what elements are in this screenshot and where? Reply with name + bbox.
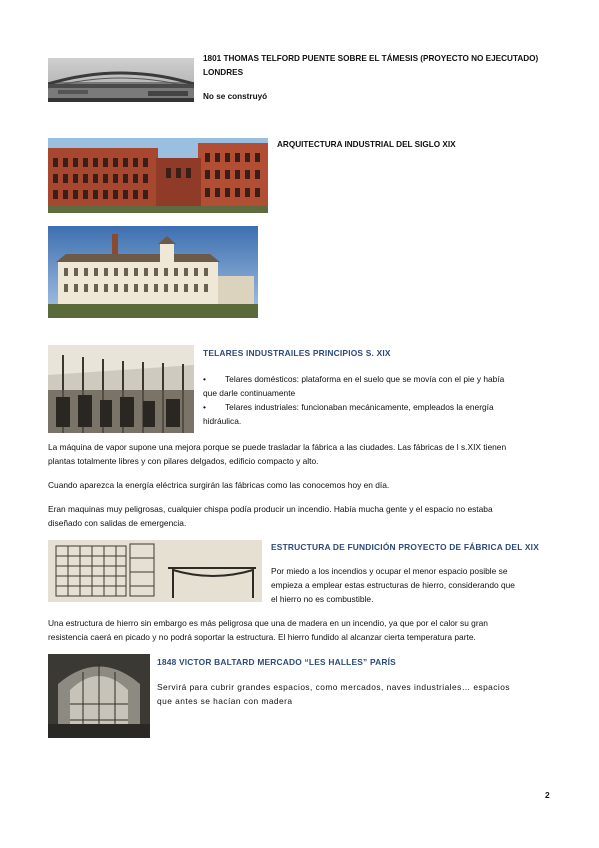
bullet-item-1-line1: Telares domésticos: plataforma en el suelo que se movía con el pie y había <box>225 374 505 384</box>
bullet-item-2-line2: hidráulica. <box>203 416 242 426</box>
para-iron-line2: resistencia caerá en picado y no podrá soportar la estructura. El hierro fundido al alcanzar cierta temperatura parte. <box>48 632 476 642</box>
para-steam-engine-line2: plantas totalmente libres y con pilares delgados, edificio compacto y alto. <box>48 456 319 466</box>
section1-note: No se construyó <box>203 92 268 101</box>
section4-text-line2: empieza a emplear estas estructuras de hierro, considerando que <box>271 580 515 590</box>
brick-factory-image <box>48 138 268 213</box>
section1-title-line2: LONDRES <box>203 68 244 77</box>
para-danger-line2: diseñado con salidas de emergencia. <box>48 518 187 528</box>
para-electricity: Cuando aparezca la energía eléctrica surgirán las fábricas como las conocemos hoy en día. <box>48 480 390 490</box>
section5-text-line1: Servirá para cubrir grandes espacios, como mercados, naves industriales… espacios <box>157 682 510 692</box>
bullet-item-2-line1: Telares industriales: funcionaban mecánicamente, empleados la energía <box>225 402 494 412</box>
section3-heading: TELARES INDUSTRAILES PRINCIPIOS S. XIX <box>203 348 391 358</box>
para-iron-line1: Una estructura de hierro sin embargo es más peligrosa que una de madera en un incendio, ya que por el calor su gran <box>48 618 488 628</box>
cast-iron-structure-drawing <box>48 540 262 602</box>
bullet-symbol: • <box>203 402 206 412</box>
les-halles-image <box>48 654 150 738</box>
para-steam-engine-line1: La máquina de vapor supone una mejora porque se puede trasladar la fábrica a las ciudades. Las fábricas de l s.XIX tienen <box>48 442 507 452</box>
para-danger-line1: Eran maquinas muy peligrosas, cualquier chispa podía producir un incendio. Había mucha gente y el espacio no estaba <box>48 504 493 514</box>
section2-title: ARQUITECTURA INDUSTRIAL DEL SIGLO XIX <box>277 140 456 149</box>
section5-heading: 1848 VICTOR BALTARD MERCADO “LES HALLES” PARÍS <box>157 657 396 667</box>
industrial-looms-image <box>48 345 194 433</box>
section1-title-line1: 1801 THOMAS TELFORD PUENTE SOBRE EL TÁMESIS (PROYECTO NO EJECUTADO) <box>203 54 539 63</box>
bullet-symbol: • <box>203 374 206 384</box>
section5-text-line2: que antes se hacían con madera <box>157 696 293 706</box>
section4-text-line3: el hierro no es combustible. <box>271 594 374 604</box>
bridge-engraving-image <box>48 58 194 102</box>
page-number: 2 <box>545 790 550 800</box>
bullet-item-1-line2: que darle continuamente <box>203 388 296 398</box>
white-factory-image <box>48 226 258 318</box>
section4-text-line1: Por miedo a los incendios y ocupar el menor espacio posible se <box>271 566 508 576</box>
section4-heading: ESTRUCTURA DE FUNDICIÓN PROYECTO DE FÁBRICA DEL XIX <box>271 542 539 552</box>
